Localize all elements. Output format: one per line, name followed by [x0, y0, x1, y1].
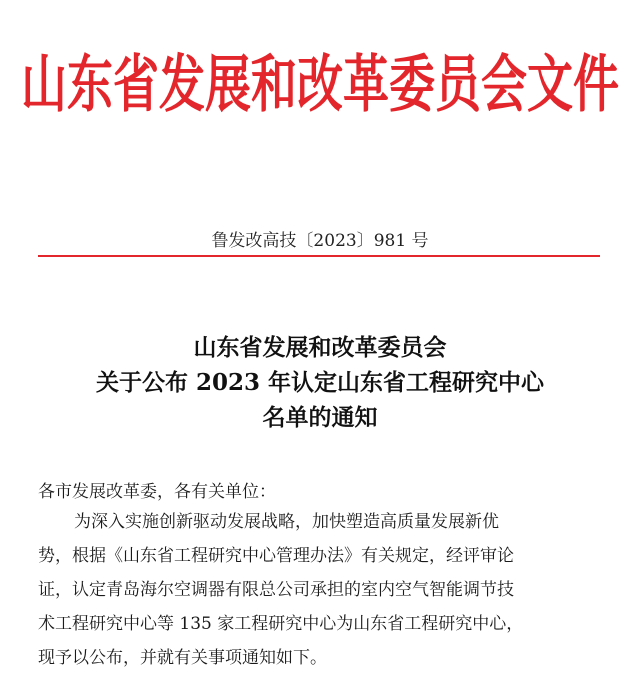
- red-divider-line: [38, 255, 600, 257]
- body-line: 术工程研究中心等 135 家工程研究中心为山东省工程研究中心，: [38, 614, 524, 634]
- body-line: 现予以公布，并就有关事项通知如下。: [38, 648, 327, 668]
- document-number: 鲁发改高技〔2023〕981 号: [211, 231, 429, 251]
- body-line: 证，认定青岛海尔空调器有限总公司承担的室内空气智能调节技: [38, 580, 514, 600]
- masthead: [0, 40, 640, 120]
- body-line: 势，根据《山东省工程研究中心管理办法》有关规定，经评审论: [38, 546, 514, 566]
- notice-title-line-2: 关于公布 2023 年认定山东省工程研究中心: [95, 369, 545, 396]
- body-line: 为深入实施创新驱动发展战略，加快塑造高质量发展新优: [74, 512, 499, 532]
- salutation: 各市发展改革委，各有关单位：: [38, 482, 276, 502]
- notice-title-line-3: 名单的通知: [262, 404, 378, 431]
- masthead-title: 山东省发展和改革委员会文件: [21, 47, 619, 121]
- notice-title-line-1: 山东省发展和改革委员会: [193, 334, 447, 361]
